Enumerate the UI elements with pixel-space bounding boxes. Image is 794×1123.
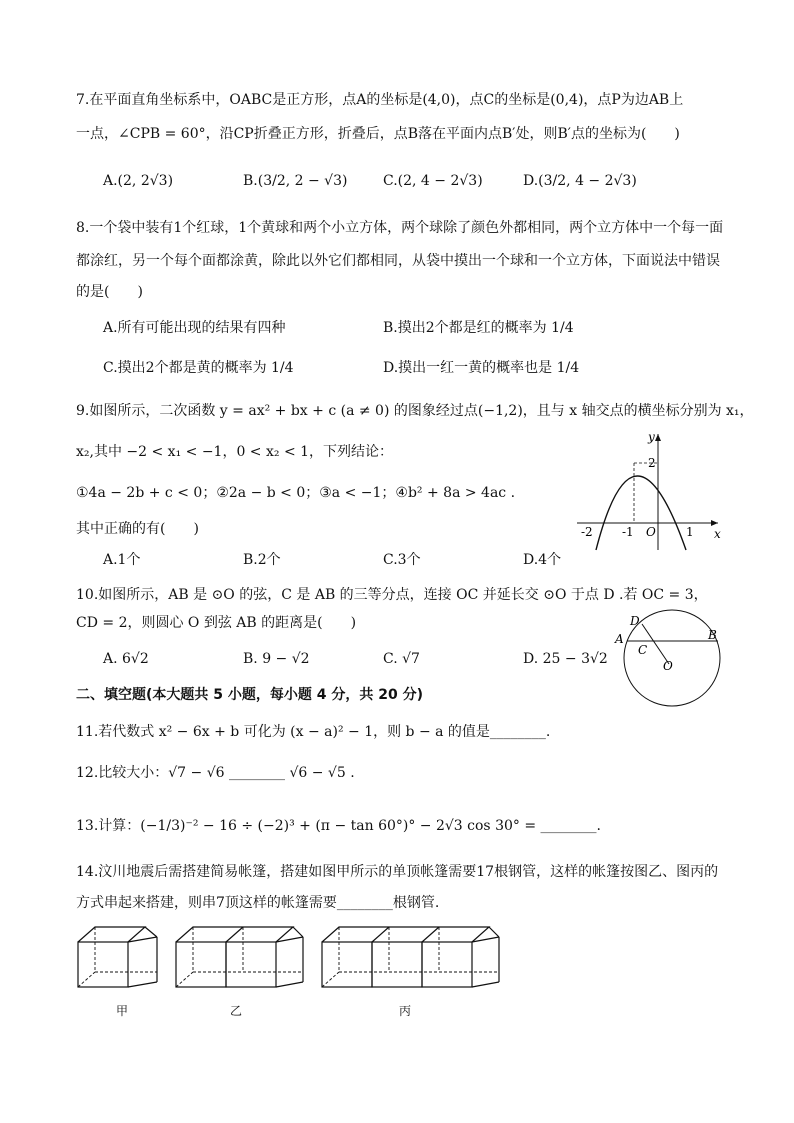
q10-label-o: O — [663, 659, 673, 673]
q9-y-label: y — [648, 430, 655, 444]
q10-line2: CD = 2，则圆心 O 到弦 AB 的距离是( ) — [76, 615, 357, 631]
q8-option-b: B.摸出2个都是红的概率为 1/4 — [383, 320, 574, 336]
q9-tick-minus2: -2 — [581, 525, 593, 539]
q14-tent-bing — [322, 927, 499, 987]
q10-circle-figure — [612, 608, 732, 713]
q9-option-c: C.3个 — [383, 552, 421, 568]
q7-option-b: B.(3/2, 2 − √3) — [243, 173, 348, 189]
section2-title: 二、填空题(本大题共 5 小题，每小题 4 分，共 20 分) — [76, 687, 424, 703]
q14-label-jia: 甲 — [116, 1004, 129, 1018]
q14-tent-jia — [78, 927, 157, 987]
q14-tent-figures — [70, 920, 510, 1010]
q7-option-a: A.(2, 2√3) — [103, 173, 174, 189]
q12-text: 12.比较大小：√7 − √6 ________ √6 − √5 . — [76, 765, 355, 781]
q9-option-a: A.1个 — [103, 552, 141, 568]
q8-line3: 的是( ) — [76, 284, 143, 300]
q7-option-c: C.(2, 4 − 2√3) — [383, 173, 483, 189]
q14-label-bing: 丙 — [399, 1004, 412, 1018]
q9-x-label: x — [714, 527, 721, 541]
q9-line4: 其中正确的有( ) — [76, 521, 199, 537]
q14-line2: 方式串起来搭建，则串7顶这样的帐篷需要________根钢管. — [76, 895, 440, 911]
q8-line2: 都涂红，另一个每个面都涂黄，除此以外它们都相同，从袋中摸出一个球和一个立方体，下面说法中错误 — [76, 253, 720, 269]
q8-option-c: C.摸出2个都是黄的概率为 1/4 — [103, 360, 294, 376]
q13-text: 13.计算：(−1/3)⁻² − 16 ÷ (−2)³ + (π − tan 60°)° − 2√3 cos 30° = ________. — [76, 818, 601, 834]
q10-label-c: C — [638, 643, 648, 657]
q14-tent-yi — [176, 927, 303, 987]
q9-x-axis-arrow-icon — [711, 520, 718, 526]
q10-option-a: A. 6√2 — [103, 651, 149, 667]
q10-option-d: D. 25 − 3√2 — [523, 651, 608, 667]
q10-option-b: B. 9 − √2 — [243, 651, 310, 667]
q9-line1: 9.如图所示，二次函数 y = ax² + bx + c (a ≠ 0) 的图象经过点(−1,2)，且与 x 轴交点的横坐标分别为 x₁， — [76, 403, 754, 419]
q9-option-b: B.2个 — [243, 552, 281, 568]
q11-text: 11.若代数式 x² − 6x + b 可化为 (x − a)² − 1，则 b − a 的值是________. — [76, 724, 551, 740]
q9-line3: ①4a − 2b + c < 0；②2a − b < 0；③a < −1；④b² + 8a > 4ac . — [76, 485, 516, 501]
q7-line1: 7.在平面直角坐标系中，OABC是正方形，点A的坐标是(4,0)，点C的坐标是(0,4)，点P为边AB上 — [76, 92, 684, 108]
q9-tick-2: 2 — [648, 456, 656, 470]
q9-y-axis-arrow-icon — [655, 434, 661, 441]
q8-option-a: A.所有可能出现的结果有四种 — [103, 320, 286, 336]
q14-label-yi: 乙 — [230, 1004, 243, 1018]
q14-line1: 14.汶川地震后需搭建简易帐篷，搭建如图甲所示的单顶帐篷需要17根钢管，这样的帐篷按图乙、图丙的 — [76, 864, 719, 880]
q9-origin-label: O — [646, 525, 656, 539]
q7-option-d: D.(3/2, 4 − 2√3) — [523, 173, 637, 189]
q9-tick-minus1: -1 — [622, 525, 634, 539]
q9-tick-1: 1 — [686, 525, 694, 539]
q10-label-d: D — [630, 614, 640, 628]
q9-parabola-curve — [596, 476, 686, 550]
q10-line1: 10.如图所示，AB 是 ⊙O 的弦，C 是 AB 的三等分点，连接 OC 并延长交 ⊙O 于点 D .若 OC = 3， — [76, 587, 708, 603]
q7-line2: 一点，∠CPB = 60°，沿CP折叠正方形，折叠后，点B落在平面内点B′处，则B′点的坐标为( ) — [76, 126, 680, 142]
q8-line1: 8.一个袋中装有1个红球，1个黄球和两个小立方体，两个球除了颜色外都相同，两个立方体中一个每一面 — [76, 220, 724, 236]
q10-label-a: A — [615, 632, 624, 646]
q9-parabola-graph — [572, 428, 722, 553]
q10-label-b: B — [708, 628, 717, 642]
q9-option-d: D.4个 — [523, 552, 562, 568]
q9-line2: x₂,其中 −2 < x₁ < −1，0 < x₂ < 1，下列结论： — [76, 444, 394, 460]
q8-option-d: D.摸出一红一黄的概率也是 1/4 — [383, 360, 580, 376]
q10-option-c: C. √7 — [383, 651, 420, 667]
